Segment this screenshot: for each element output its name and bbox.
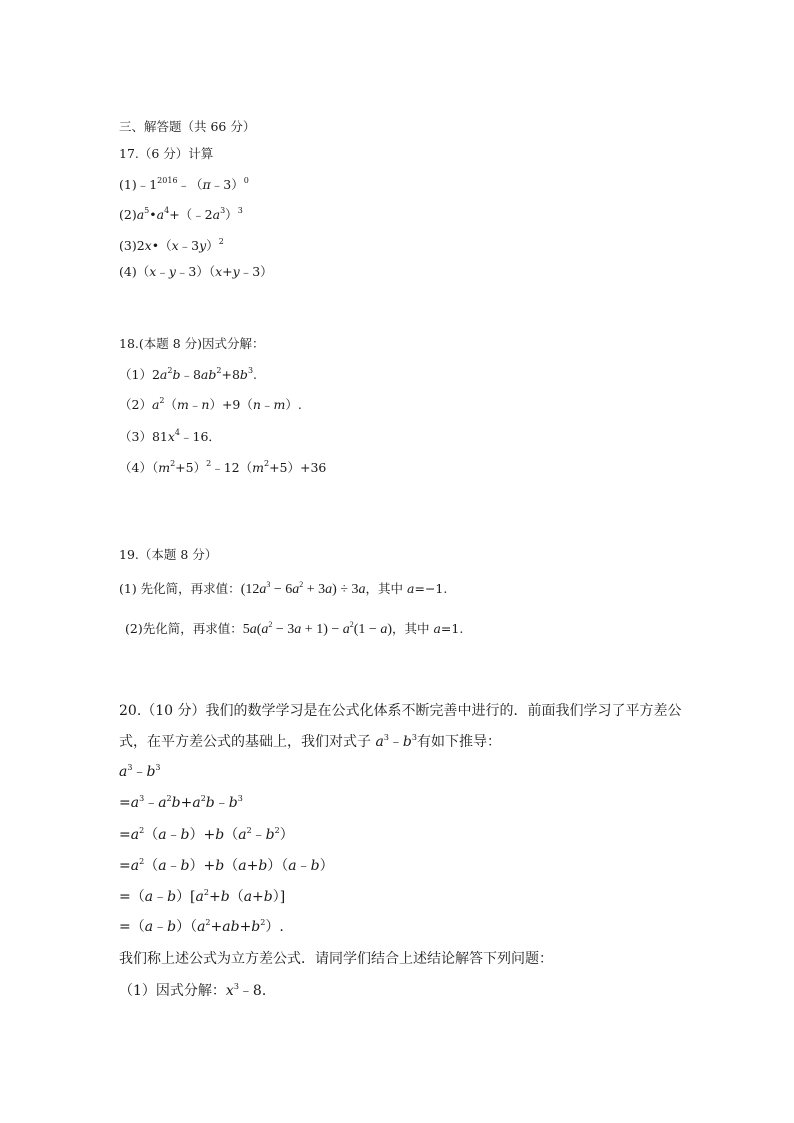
q20-step-2: $=a^3﹣a^2b+a^2b﹣b^3$ bbox=[119, 794, 243, 811]
q20-step-1: $a^3﹣b^3$ bbox=[119, 763, 161, 780]
q20-step-3: $=a^2(a﹣b)+b(a^2﹣b^2)$ bbox=[119, 826, 294, 843]
q20-step-6: $=(a﹣b)(a^2+ab+b^2)$. bbox=[119, 918, 284, 935]
q17-item-3: (3)2x•（x﹣3y）$^2$ bbox=[119, 237, 224, 253]
q17-item-4: (4)（x﹣y﹣3）（x+y﹣3） bbox=[119, 264, 273, 279]
q20-sub-1: （1）因式分解：$x^3﹣8$． bbox=[119, 982, 276, 999]
q20-para-2: 式，在平方差公式的基础上，我们对式子 $a^3﹣b^3$有如下推导： bbox=[119, 733, 501, 750]
q18-item-3: $(3)81x^4﹣16$． bbox=[119, 428, 221, 444]
q19-item-1: (1) 先化简，再求值：$(12a^3 - 6a^2 + 3a) \div 3a$，其中 a=−1. bbox=[119, 580, 448, 597]
q20-step-4: $=a^2(a﹣b)+b(a+b)(a﹣b)$ bbox=[119, 857, 334, 874]
q17-item-1: $(1)﹣1^{2016}﹣(\pi﹣3)^0$ bbox=[119, 176, 249, 192]
q18-item-4: $(4)(m^2+5)^2﹣12(m^2+5)+36$ bbox=[119, 459, 327, 475]
q17-item-2: $(2)a^5•a^4+(﹣2a^3)^3$ bbox=[119, 206, 243, 222]
section-heading: 三、解答题（共 66 分） bbox=[119, 119, 256, 134]
q18-header: 18.(本题 8 分)因式分解： bbox=[119, 336, 265, 351]
q18-item-2: $(2)a^2(m﹣n)+9(n﹣m)$. bbox=[119, 396, 302, 412]
q17-header: 17.（6 分）计算 bbox=[119, 146, 214, 161]
q19-header: 19.（本题 8 分） bbox=[119, 547, 218, 562]
q20-step-5: $=(a﹣b)[a^2+b(a+b)]$ bbox=[119, 888, 286, 905]
q19-item-2: (2)先化简，再求值：$5a(a^2 - 3a + 1) - a^2(1 - a)$，其中 a=1. bbox=[125, 620, 464, 637]
q20-closing: 我们称上述公式为立方差公式．请同学们结合上述结论解答下列问题： bbox=[119, 951, 553, 967]
q18-item-1: $(1)2a^2b﹣8ab^2+8b^3$. bbox=[119, 366, 258, 382]
q20-para-1: 20.（10 分）我们的数学学习是在公式化体系不断完善中进行的．前面我们学习了平方差公 bbox=[119, 703, 682, 719]
